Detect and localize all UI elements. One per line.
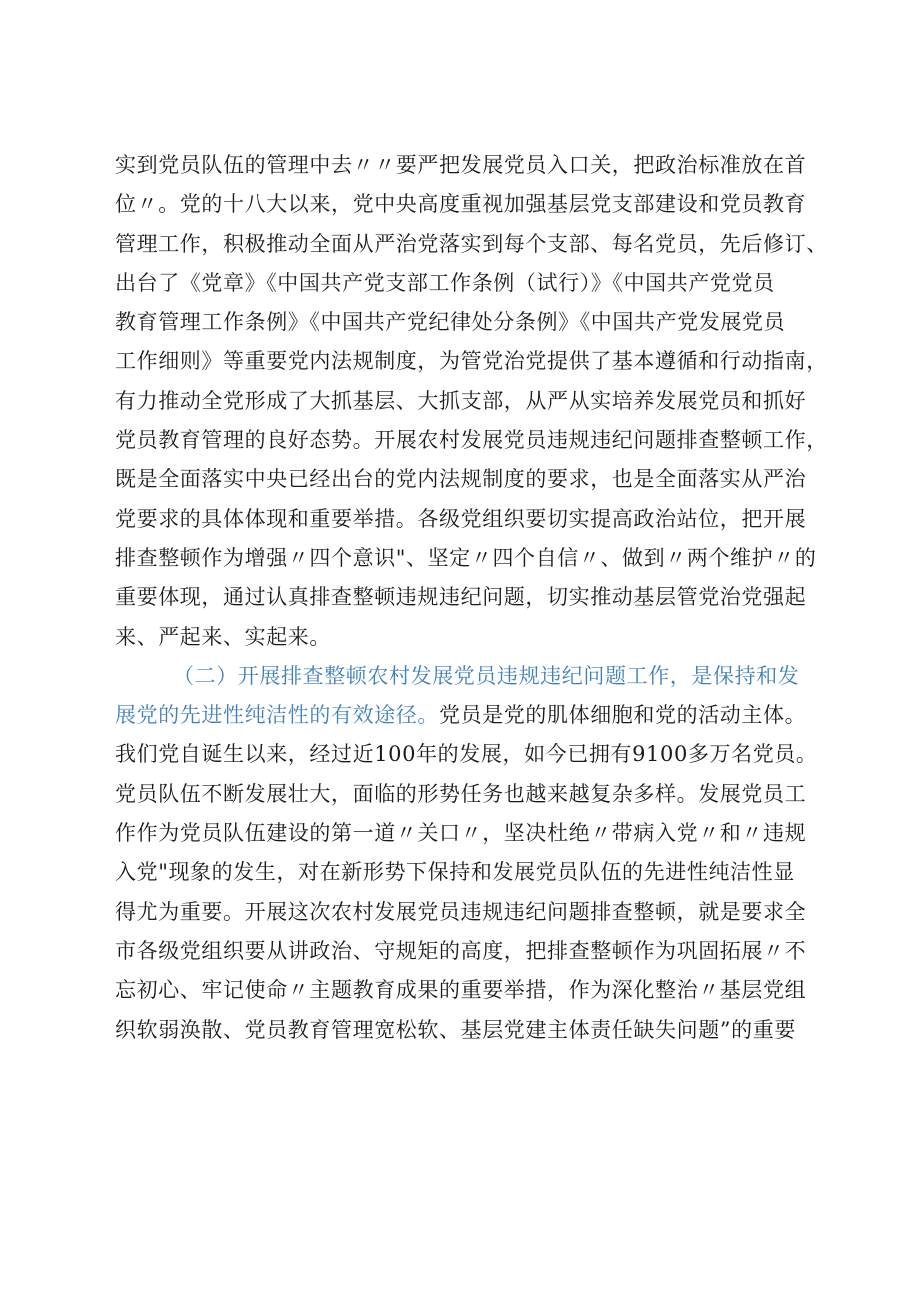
text-line: 党员队伍不断发展壮大，面临的形势任务也越来越复杂多样。发展党员工 [115,781,807,806]
text-line: 忘初心、牢记使命〃主题教育成果的重要举措，作为深化整治〃基层党组 [115,978,807,1003]
section-heading-continued: 展党的先进性纯洁性的有效途径。 [115,703,439,728]
text-line: 来、严起来、实起来。 [115,624,331,649]
text-line [115,696,835,735]
text-line: 党员教育管理的良好态势。开展农村发展党员违规违纪问题排查整顿工作， [115,428,828,453]
text-span: 党员是党的肌体细胞和党的活动主体。 [439,703,807,728]
text-line: 实到党员队伍的管理中去〃〃要严把发展党员入口关，把政治标准放在首 [115,153,807,177]
text-line: 有力推动全党形成了大抓基层、大抓支部，从严从实培养发展党员和抓好 [115,388,807,413]
paragraph-2 [115,657,835,1050]
text-line: 作作为党员队伍建设的第一道〃关口〃，坚决杜绝〃带病入党〃和〃违规 [115,821,807,846]
section-heading: （二）开展排查整顿农村发展党员违规违纪问题工作，是保持和发 [173,663,800,688]
text-line: 管理工作，积极推动全面从严治党落实到每个支部、每名党员，先后修订、 [115,231,828,256]
text-line: 教育管理工作条例》《中国共产党纪律处分条例》《中国共产党发展党员 [115,310,786,335]
text-line: 党要求的具体体现和重要举措。各级党组织要切实提高政治站位，把开展 [115,506,807,531]
text-line: 工作细则》等重要党内法规制度，为管党治党提供了基本遵循和行动指南， [115,349,828,374]
text-line: 入党"现象的发生，对在新形势下保持和发展党员队伍的先进性纯洁性显 [115,860,795,885]
text-line: 市各级党组织要从讲政治、守规矩的高度，把排查整顿作为巩固拓展〃不 [115,938,807,963]
text-line: 得尤为重要。开展这次农村发展党员违规违纪问题排查整顿，就是要求全 [115,899,807,924]
text-line: 出台了《党章》《中国共产党支部工作条例（试行）》《中国共产党党员 [115,270,775,295]
text-line: 我们党自诞生以来，经过近100年的发展，如今已拥有9100多万名党员。 [115,742,818,767]
text-line: 既是全面落实中央已经出台的党内法规制度的要求，也是全面落实从严治 [115,467,807,492]
text-line: 位〃。党的十八大以来，党中央高度重视加强基层党支部建设和党员教育 [115,192,807,217]
text-line: 织软弱涣散、党员教育管理宽松软、基层党建主体责任缺失问题”的重要 [115,1017,796,1042]
paragraph-1 [115,146,835,657]
text-line: 排查整顿作为增强〃四个意识"、坚定〃四个自信〃、做到〃两个维护〃的 [115,545,817,570]
text-line: 重要体现，通过认真排查整顿违规违纪问题，切实推动基层管党治党强起 [115,585,807,610]
document-body [115,146,835,1050]
